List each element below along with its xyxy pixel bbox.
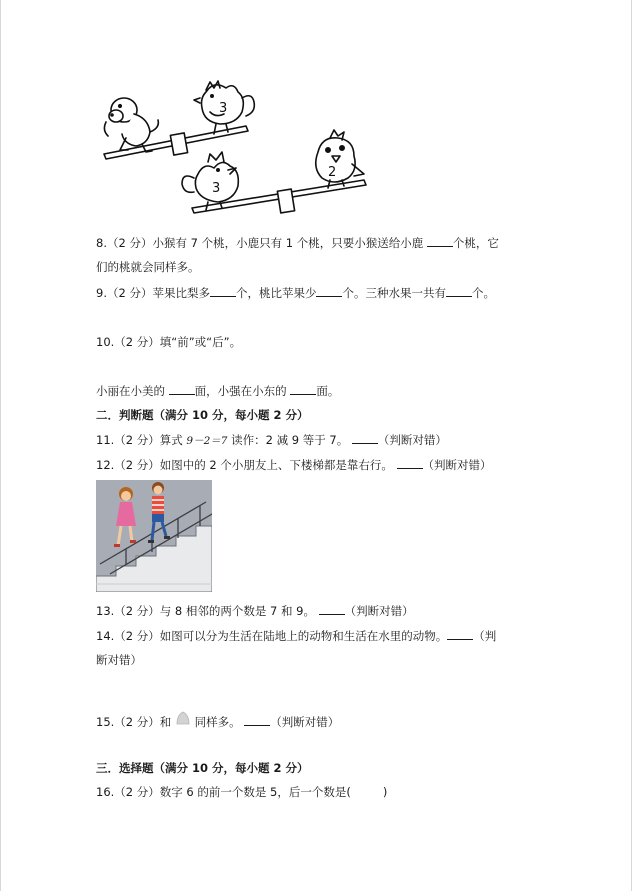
q10-text-c: 面，小强在小东的 bbox=[194, 384, 287, 398]
monkey-figure bbox=[104, 98, 158, 152]
q14-text-c: 断对错） bbox=[96, 653, 142, 667]
q10-text-d: 面。 bbox=[316, 384, 340, 398]
q9-line bbox=[96, 285, 495, 301]
q8-line2 bbox=[96, 259, 200, 275]
seesaw2-number-right: 2 bbox=[328, 165, 337, 180]
q10-line2 bbox=[96, 383, 339, 399]
stairs-illustration bbox=[96, 480, 212, 592]
q12-line bbox=[96, 457, 492, 473]
q16-line bbox=[96, 784, 387, 800]
q11-text-a: 11.（2 分）算式 bbox=[96, 433, 183, 447]
q9-text-b: 个，桃比苹果少 bbox=[235, 286, 317, 300]
q8-line1 bbox=[96, 235, 499, 251]
q10-blank-1[interactable] bbox=[169, 383, 195, 395]
bird-figure bbox=[316, 130, 364, 188]
q15-blank[interactable] bbox=[244, 714, 270, 726]
q16-text-a: 16.（2 分）数字 6 的前一个数是 5，后一个数是 bbox=[96, 785, 347, 799]
q10-text-b: 小丽在小美的 bbox=[96, 384, 165, 398]
q8-text-a: 8.（2 分）小猴有 7 个桃，小鹿只有 1 个桃，只要小猴送给小鹿 bbox=[96, 236, 424, 250]
q12-blank[interactable] bbox=[397, 457, 423, 469]
seesaw-2 bbox=[182, 130, 366, 213]
q12-text-a: 12.（2 分）如图中的 2 个小朋友上、下楼梯都是靠右行。 bbox=[96, 458, 393, 472]
q16-paren-open: ( bbox=[346, 785, 351, 799]
seesaw-illustration bbox=[96, 78, 376, 218]
q13-text-b: （判断对错） bbox=[344, 604, 414, 618]
page-border-left bbox=[0, 0, 1, 891]
q16-paren-close: ) bbox=[382, 785, 388, 799]
q13-blank[interactable] bbox=[319, 603, 345, 615]
q9-text-a: 9.（2 分）苹果比梨多 bbox=[96, 286, 210, 300]
q9-blank-2[interactable] bbox=[316, 285, 342, 297]
q15-text-c: （判断对错） bbox=[270, 715, 340, 729]
q14-line2 bbox=[96, 652, 142, 668]
q9-text-d: 个。 bbox=[471, 286, 495, 300]
section3-title: 三．选择题（满分 10 分，每小题 2 分） bbox=[96, 761, 309, 775]
q11-line bbox=[96, 432, 447, 449]
q10-text-a: 10.（2 分）填“前”或“后”。 bbox=[96, 335, 242, 349]
q14-blank[interactable] bbox=[447, 628, 473, 640]
q13-line bbox=[96, 603, 414, 619]
q8-text-b: 个桃，它 bbox=[452, 236, 499, 250]
q9-blank-1[interactable] bbox=[210, 285, 236, 297]
q13-text-a: 13.（2 分）与 8 相邻的两个数是 7 和 9。 bbox=[96, 604, 315, 618]
q11-text-b: 读作：2 减 9 等于 7。 bbox=[231, 433, 349, 447]
bell-shape-icon bbox=[174, 709, 192, 727]
seesaw-1 bbox=[104, 81, 254, 159]
q10-line1 bbox=[96, 334, 241, 350]
q9-text-c: 个。三种水果一共有 bbox=[342, 286, 446, 300]
q12-text-b: （判断对错） bbox=[422, 458, 492, 472]
q9-blank-3[interactable] bbox=[446, 285, 472, 297]
q11-formula: 9－2＝7 bbox=[186, 435, 228, 447]
q8-text-c: 们的桃就会同样多。 bbox=[96, 260, 200, 274]
q10-blank-2[interactable] bbox=[290, 383, 316, 395]
seesaw2-number-left: 3 bbox=[212, 181, 221, 196]
q15-text-b: 同样多。 bbox=[194, 715, 241, 729]
q14-text-b: （判 bbox=[473, 629, 497, 643]
q15-text-a: 15.（2 分）和 bbox=[96, 715, 172, 729]
q11-blank[interactable] bbox=[352, 432, 378, 444]
section2-title: 二．判断题（满分 10 分，每小题 2 分） bbox=[96, 408, 309, 422]
seesaw1-number: 3 bbox=[219, 101, 228, 116]
q15-line bbox=[96, 709, 339, 730]
q11-text-c: （判断对错） bbox=[377, 433, 447, 447]
q14-text-a: 14.（2 分）如图可以分为生活在陆地上的动物和生活在水里的动物。 bbox=[96, 629, 448, 643]
q14-line1 bbox=[96, 628, 496, 644]
q8-answer-blank[interactable] bbox=[427, 235, 453, 247]
